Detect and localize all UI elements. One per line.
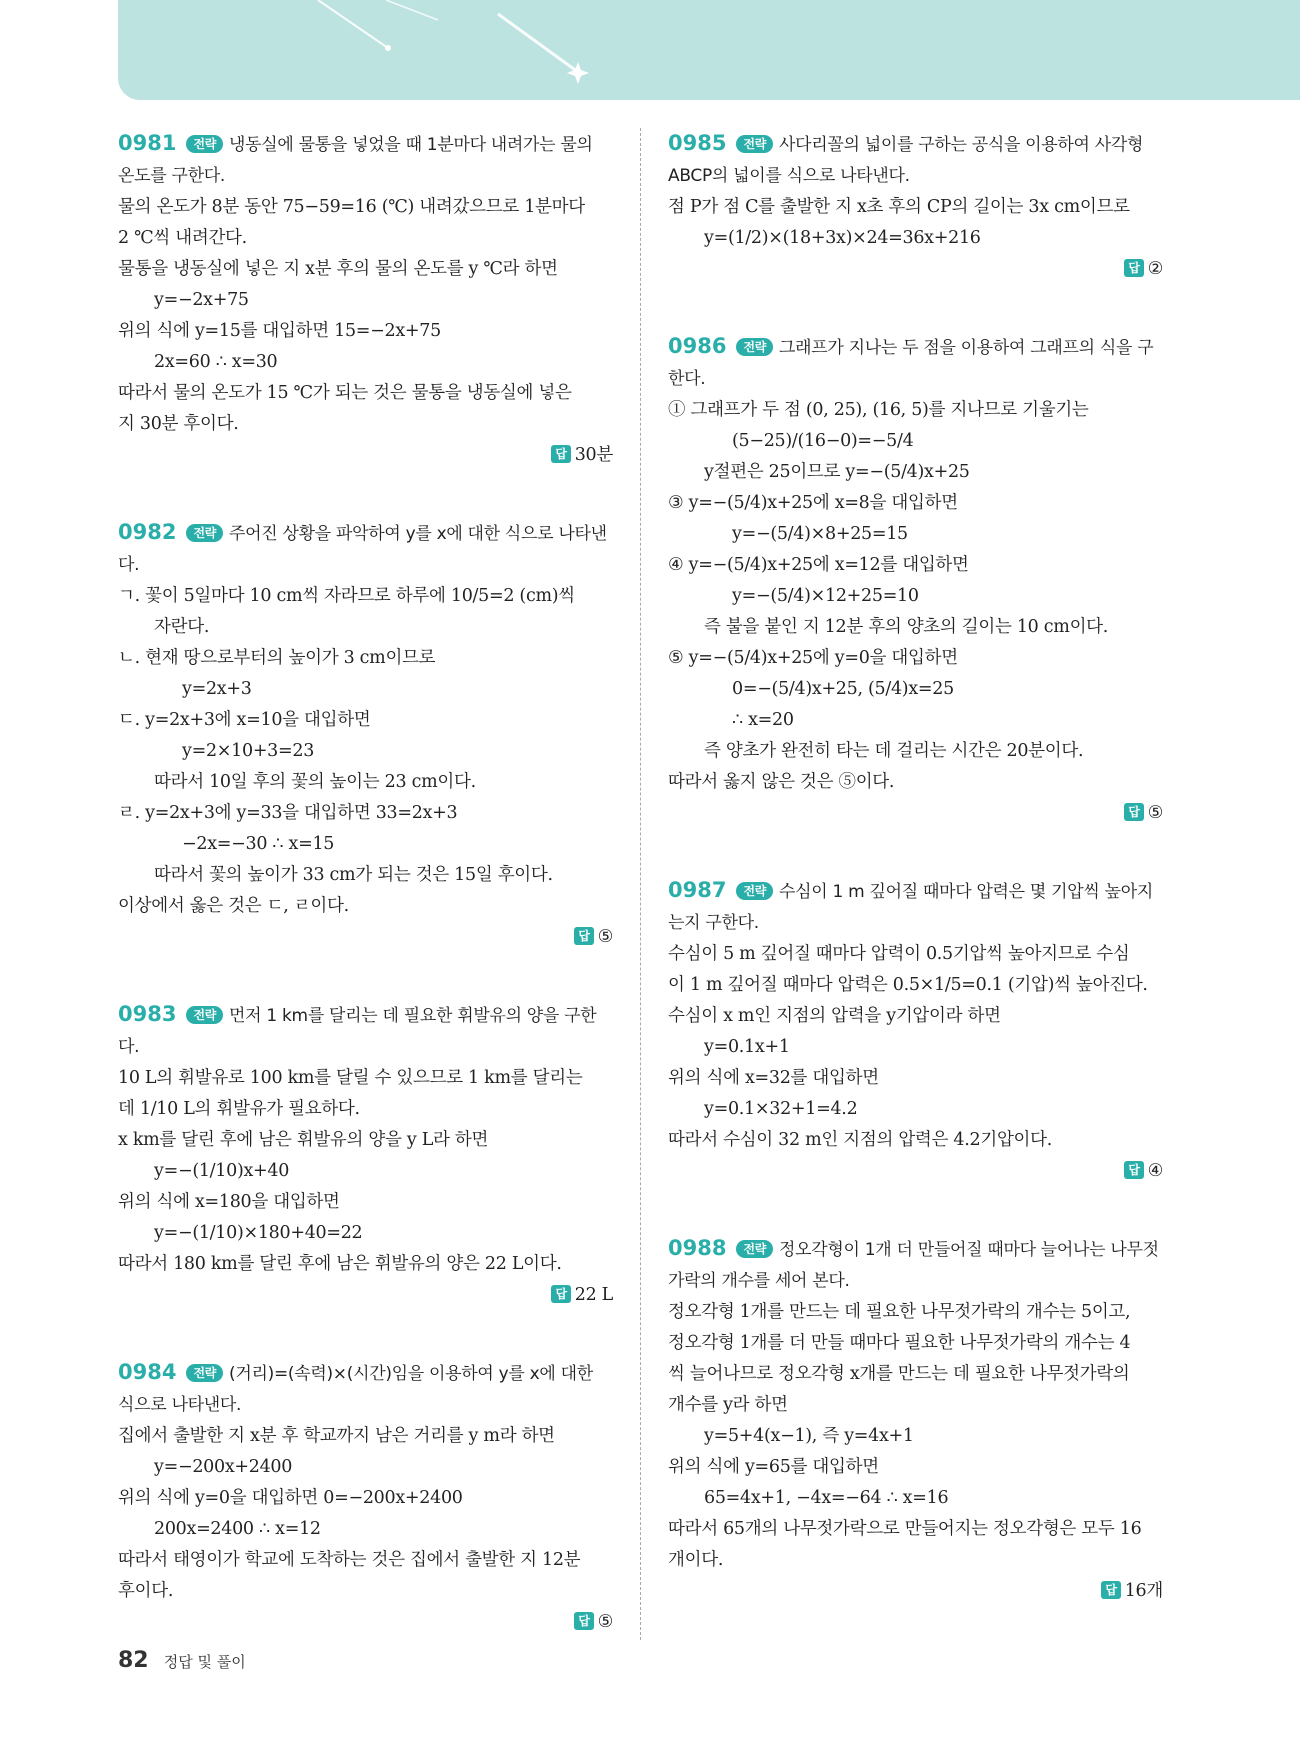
solution-line: y=−(1/10)x+40 xyxy=(154,1161,290,1181)
solution-line: 집에서 출발한 지 x분 후 학교까지 남은 거리를 y m라 하면 xyxy=(118,1426,555,1446)
solution-line: 이상에서 옳은 것은 ㄷ, ㄹ이다. xyxy=(118,896,349,916)
solution-line: 정오각형 1개를 만드는 데 필요한 나무젓가락의 개수는 5이고, xyxy=(668,1302,1131,1322)
strategy-tag: 전략 xyxy=(736,338,773,356)
solution-line: 지 30분 후이다. xyxy=(118,414,239,434)
answer-value: ⑤ xyxy=(1147,803,1163,823)
solution-line: 수심이 x m인 지점의 압력을 y기압이라 하면 xyxy=(668,1006,1001,1026)
solution-line: 자란다. xyxy=(154,617,210,637)
problem-heading xyxy=(118,128,613,192)
solution-line: 2 ℃씩 내려간다. xyxy=(118,228,247,248)
problem-heading xyxy=(118,517,613,581)
answer-value: 16개 xyxy=(1124,1581,1163,1601)
solution-line: y=2×10+3=23 xyxy=(182,741,315,761)
answer xyxy=(668,1156,1163,1187)
strategy-text: 정오각형이 1개 더 만들어질 때마다 늘어나는 나무젓가락의 개수를 세어 본다. xyxy=(668,1240,1159,1291)
solution-line: 위의 식에 x=180을 대입하면 xyxy=(118,1192,340,1212)
answer-value: 30분 xyxy=(574,445,613,465)
problem-number: 0987 xyxy=(668,878,727,902)
answer-tag: 답 xyxy=(1124,803,1143,821)
strategy-tag: 전략 xyxy=(736,135,773,153)
answer-tag: 답 xyxy=(1124,259,1143,277)
strategy-text: 그래프가 지나는 두 점을 이용하여 그래프의 식을 구한다. xyxy=(668,338,1154,389)
problem-number: 0982 xyxy=(118,520,177,544)
solution-line: 위의 식에 y=0을 대입하면 0=−200x+2400 xyxy=(118,1488,463,1508)
answer-value: ② xyxy=(1147,259,1163,279)
answer xyxy=(668,254,1163,285)
problem-heading xyxy=(668,128,1163,192)
solution-line: −2x=−30 ∴ x=15 xyxy=(182,834,335,854)
page-footer xyxy=(118,1648,246,1673)
answer xyxy=(118,440,613,471)
answer-tag: 답 xyxy=(1124,1161,1143,1179)
problem-0987 xyxy=(668,875,1163,1187)
solution-line: 따라서 수심이 32 m인 지점의 압력은 4.2기압이다. xyxy=(668,1130,1053,1150)
solution-line: ∴ x=20 xyxy=(732,710,794,730)
problem-0982 xyxy=(118,517,613,953)
answer xyxy=(668,1576,1163,1607)
right-column xyxy=(668,128,1163,1653)
answer xyxy=(118,922,613,953)
solution-line: y=−(1/10)×180+40=22 xyxy=(154,1223,363,1243)
answer-tag: 답 xyxy=(1101,1581,1120,1599)
problem-number: 0984 xyxy=(118,1360,177,1384)
solution-line: y=−(5/4)×8+25=15 xyxy=(732,524,908,544)
answer-value: 22 L xyxy=(574,1285,613,1305)
problem-0986 xyxy=(668,331,1163,829)
solution-line: 후이다. xyxy=(118,1581,174,1601)
solution-line: 따라서 180 km를 달린 후에 남은 휘발유의 양은 22 L이다. xyxy=(118,1254,562,1274)
answer-value: ⑤ xyxy=(597,1612,613,1632)
solution-line: 물의 온도가 8분 동안 75−59=16 (℃) 내려갔으므로 1분마다 xyxy=(118,197,585,217)
problem-0985 xyxy=(668,128,1163,285)
solution-line: y=5+4(x−1), 즉 y=4x+1 xyxy=(704,1426,914,1446)
solution-line: y=−2x+75 xyxy=(154,290,249,310)
strategy-text: 수심이 1 m 깊어질 때마다 압력은 몇 기압씩 높아지는지 구한다. xyxy=(668,882,1153,933)
column-divider xyxy=(640,128,641,1640)
problem-0983 xyxy=(118,999,613,1311)
answer xyxy=(668,798,1163,829)
solution-line: ① 그래프가 두 점 (0, 25), (16, 5)를 지나므로 기울기는 xyxy=(668,400,1089,420)
solution-line: y=−(5/4)×12+25=10 xyxy=(732,586,919,606)
solution-line: ㄷ. y=2x+3에 x=10을 대입하면 xyxy=(118,710,371,730)
solution-line: 위의 식에 y=15를 대입하면 15=−2x+75 xyxy=(118,321,441,341)
solution-line: 위의 식에 x=32를 대입하면 xyxy=(668,1068,879,1088)
answer-value: ⑤ xyxy=(597,927,613,947)
solution-line: ㄴ. 현재 땅으로부터의 높이가 3 cm이므로 xyxy=(118,648,436,668)
solution-line: (5−25)/(16−0)=−5/4 xyxy=(732,431,914,451)
solution-line: y=(1/2)×(18+3x)×24=36x+216 xyxy=(704,228,981,248)
solution-line: 위의 식에 y=65를 대입하면 xyxy=(668,1457,879,1477)
problem-number: 0985 xyxy=(668,131,727,155)
solution-line: 따라서 옳지 않은 것은 ⑤이다. xyxy=(668,772,895,792)
footer-label: 정답 및 풀이 xyxy=(163,1653,246,1671)
problem-0988 xyxy=(668,1233,1163,1607)
strategy-text: (거리)=(속력)×(시간)임을 이용하여 y를 x에 대한 식으로 나타낸다. xyxy=(118,1364,593,1415)
problem-number: 0983 xyxy=(118,1002,177,1026)
problem-number: 0981 xyxy=(118,131,177,155)
solution-line: x km를 달린 후에 남은 휘발유의 양을 y L라 하면 xyxy=(118,1130,489,1150)
solution-line: 200x=2400 ∴ x=12 xyxy=(154,1519,321,1539)
solution-line: ④ y=−(5/4)x+25에 x=12를 대입하면 xyxy=(668,555,969,575)
strategy-tag: 전략 xyxy=(736,882,773,900)
strategy-text: 냉동실에 물통을 넣었을 때 1분마다 내려가는 물의 온도를 구한다. xyxy=(118,135,593,186)
solution-line: 즉 불을 붙인 지 12분 후의 양초의 길이는 10 cm이다. xyxy=(704,617,1109,637)
answer-tag: 답 xyxy=(574,927,593,945)
answer-tag: 답 xyxy=(574,1612,593,1630)
solution-line: y=0.1×32+1=4.2 xyxy=(704,1099,858,1119)
solution-line: 정오각형 1개를 더 만들 때마다 필요한 나무젓가락의 개수는 4 xyxy=(668,1333,1131,1353)
answer xyxy=(118,1280,613,1311)
solution-line: 이 1 m 깊어질 때마다 압력은 0.5×1/5=0.1 (기압)씩 높아진다. xyxy=(668,975,1148,995)
solution-line: 0=−(5/4)x+25, (5/4)x=25 xyxy=(732,679,954,699)
problem-heading xyxy=(118,1357,613,1421)
left-column xyxy=(118,128,613,1684)
solution-line: 수심이 5 m 깊어질 때마다 압력이 0.5기압씩 높아지므로 수심 xyxy=(668,944,1130,964)
solution-line: 따라서 65개의 나무젓가락으로 만들어지는 정오각형은 모두 16 xyxy=(668,1519,1142,1539)
problem-heading xyxy=(118,999,613,1063)
solution-line: 점 P가 점 C를 출발한 지 x초 후의 CP의 길이는 3x cm이므로 xyxy=(668,197,1130,217)
shooting-star-icon xyxy=(118,0,618,100)
solution-line: 따라서 꽃의 높이가 33 cm가 되는 것은 15일 후이다. xyxy=(154,865,553,885)
solution-line: 10 L의 휘발유로 100 km를 달릴 수 있으므로 1 km를 달리는 xyxy=(118,1068,583,1088)
solution-line: 따라서 물의 온도가 15 ℃가 되는 것은 물통을 냉동실에 넣은 xyxy=(118,383,572,403)
solution-line: ㄱ. 꽃이 5일마다 10 cm씩 자라므로 하루에 10/5=2 (cm)씩 xyxy=(118,586,575,606)
solution-line: y=2x+3 xyxy=(182,679,252,699)
solution-line: 개이다. xyxy=(668,1550,724,1570)
solution-line: ㄹ. y=2x+3에 y=33을 대입하면 33=2x+3 xyxy=(118,803,458,823)
solution-line: y=0.1x+1 xyxy=(704,1037,790,1057)
strategy-tag: 전략 xyxy=(186,1006,223,1024)
problem-heading xyxy=(668,1233,1163,1297)
solution-line: 물통을 냉동실에 넣은 지 x분 후의 물의 온도를 y ℃라 하면 xyxy=(118,259,558,279)
solution-line: ③ y=−(5/4)x+25에 x=8을 대입하면 xyxy=(668,493,958,513)
answer-tag: 답 xyxy=(551,1285,570,1303)
strategy-tag: 전략 xyxy=(736,1240,773,1258)
answer-value: ④ xyxy=(1147,1161,1163,1181)
solution-line: 따라서 10일 후의 꽃의 높이는 23 cm이다. xyxy=(154,772,476,792)
solution-line: y=−200x+2400 xyxy=(154,1457,293,1477)
solution-line: 따라서 태영이가 학교에 도착하는 것은 집에서 출발한 지 12분 xyxy=(118,1550,581,1570)
page-number: 82 xyxy=(118,1648,149,1673)
problem-heading xyxy=(668,331,1163,395)
solution-line: 즉 양초가 완전히 타는 데 걸리는 시간은 20분이다. xyxy=(704,741,1084,761)
problem-heading xyxy=(668,875,1163,939)
solution-line: 씩 늘어나므로 정오각형 x개를 만드는 데 필요한 나무젓가락의 xyxy=(668,1364,1130,1384)
solution-line: y절편은 25이므로 y=−(5/4)x+25 xyxy=(704,462,970,482)
problem-number: 0986 xyxy=(668,334,727,358)
problem-number: 0988 xyxy=(668,1236,727,1260)
header-banner xyxy=(118,0,1300,100)
strategy-text: 주어진 상황을 파악하여 y를 x에 대한 식으로 나타낸다. xyxy=(118,524,607,575)
problem-0981 xyxy=(118,128,613,471)
strategy-tag: 전략 xyxy=(186,1364,223,1382)
strategy-text: 사다리꼴의 넓이를 구하는 공식을 이용하여 사각형 ABCP의 넓이를 식으로 나타낸다. xyxy=(668,135,1144,186)
answer-tag: 답 xyxy=(551,445,570,463)
strategy-text: 먼저 1 km를 달리는 데 필요한 휘발유의 양을 구한다. xyxy=(118,1006,597,1057)
strategy-tag: 전략 xyxy=(186,135,223,153)
solution-line: 65=4x+1, −4x=−64 ∴ x=16 xyxy=(704,1488,949,1508)
answer xyxy=(118,1607,613,1638)
solution-line: 개수를 y라 하면 xyxy=(668,1395,788,1415)
problem-0984 xyxy=(118,1357,613,1638)
solution-line: ⑤ y=−(5/4)x+25에 y=0을 대입하면 xyxy=(668,648,958,668)
solution-line: 2x=60 ∴ x=30 xyxy=(154,352,278,372)
solution-line: 데 1/10 L의 휘발유가 필요하다. xyxy=(118,1099,360,1119)
strategy-tag: 전략 xyxy=(186,524,223,542)
